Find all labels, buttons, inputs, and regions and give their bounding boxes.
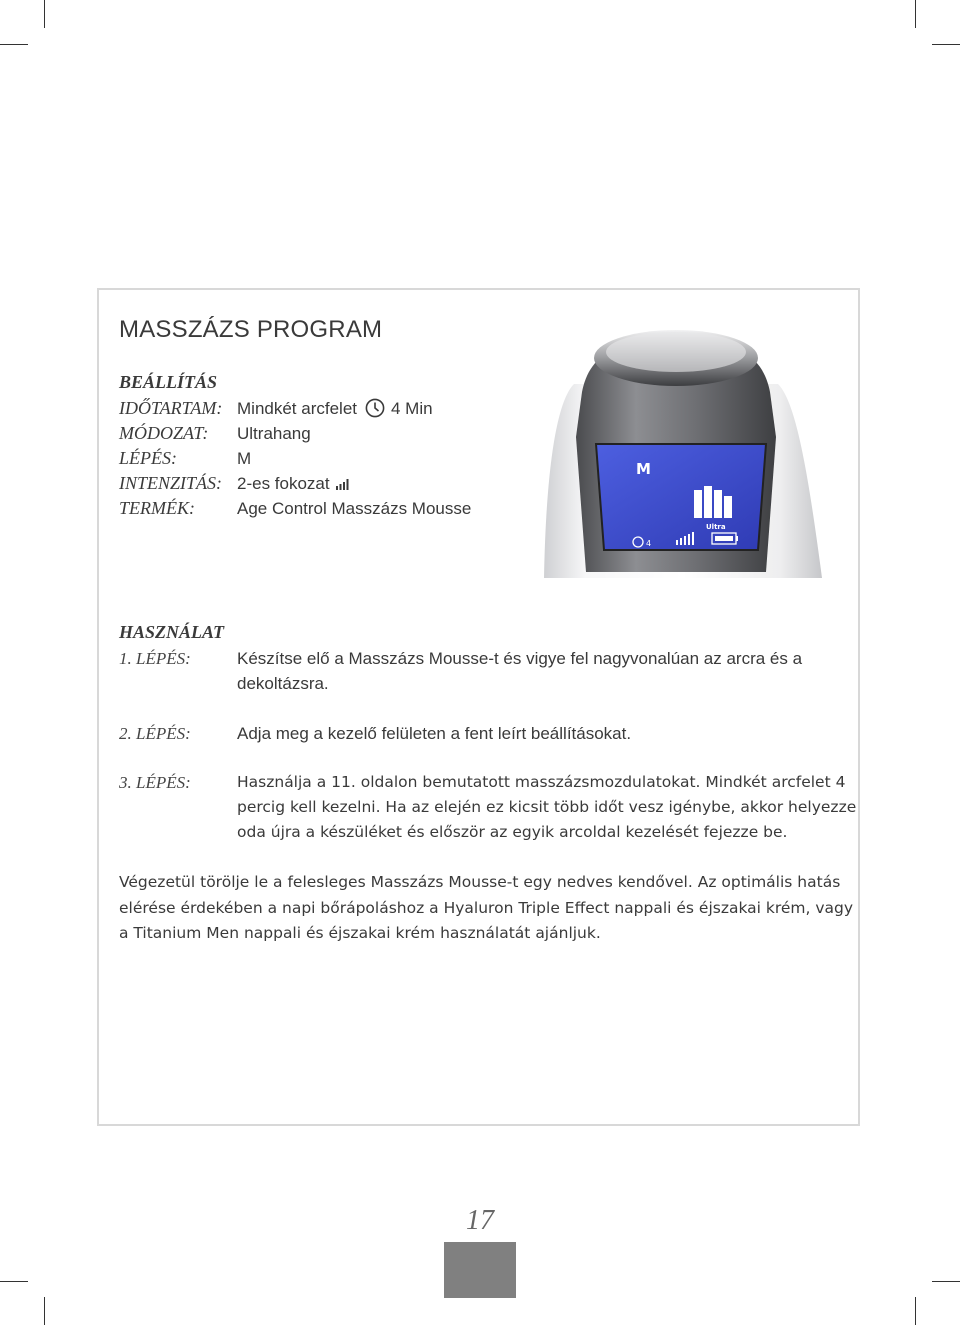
crop-mark [932, 44, 960, 45]
step-label: 2. LÉPÉS: [119, 724, 191, 743]
display-mode: M [636, 460, 651, 478]
closing-paragraph: Végezetül törölje le a felesleges Masszázs Mousse-t egy nedves kendővel. Az optimális hatás elérése érdekében a napi bőrápoláshoz a Hyaluron Triple Effect nappali és éjszakai krém, vagy a Titanium Men nappali és éjszakai krém használatát ajánljuk. [119, 873, 854, 942]
settings-label: INTENZITÁS: [119, 473, 223, 493]
step-text: Használja a 11. oldalon bemutatott masszázsmozdulatokat. Mindkét arcfelet 4 percig kell kezelni. Ha az elején ez kicsit több időt vesz igénybe, akkor helyezze oda újra a készüléket és először az egyik arcoldal kezelését fejezze be. [237, 773, 857, 841]
clock-icon [365, 398, 385, 418]
settings-value: M [237, 449, 252, 468]
usage-step [119, 721, 859, 746]
settings-label: TERMÉK: [119, 498, 195, 518]
page-number: 17 [466, 1205, 494, 1236]
settings-label: LÉPÉS: [119, 448, 177, 468]
step-text: Készítse elő a Masszázs Mousse-t és vigye fel nagyvonalúan az arcra és a dekoltázsra. [237, 649, 803, 693]
crop-mark [0, 44, 28, 45]
usage-step [119, 646, 859, 696]
step-text: Adja meg a kezelő felületen a fent leírt beállításokat. [237, 724, 632, 743]
settings-value: Ultrahang [237, 424, 311, 443]
crop-mark [0, 1281, 28, 1282]
settings-heading: BEÁLLÍTÁS [119, 372, 218, 392]
crop-mark [915, 1297, 916, 1325]
crop-mark [44, 1297, 45, 1325]
display-mode-label: Ultra [706, 523, 726, 531]
page-title: MASSZÁZS PROGRAM [119, 316, 383, 343]
page-tab-marker [444, 1242, 516, 1298]
step-label: 1. LÉPÉS: [119, 649, 191, 668]
usage-step [119, 770, 859, 845]
settings-value: 2-es fokozat [237, 471, 349, 496]
step-label: 3. LÉPÉS: [119, 773, 191, 792]
crop-mark [915, 0, 916, 28]
settings-label: MÓDOZAT: [119, 423, 209, 443]
settings-label: IDŐTARTAM: [119, 398, 223, 418]
display-timer: 4 [646, 539, 652, 548]
crop-mark [932, 1281, 960, 1282]
settings-value: Mindkét arcfelet 4 Min [237, 399, 433, 418]
usage-heading: HASZNÁLAT [119, 622, 225, 642]
signal-bars-icon [336, 479, 349, 490]
crop-mark [44, 0, 45, 28]
settings-value: Age Control Masszázs Mousse [237, 499, 472, 518]
device-illustration [526, 322, 826, 578]
